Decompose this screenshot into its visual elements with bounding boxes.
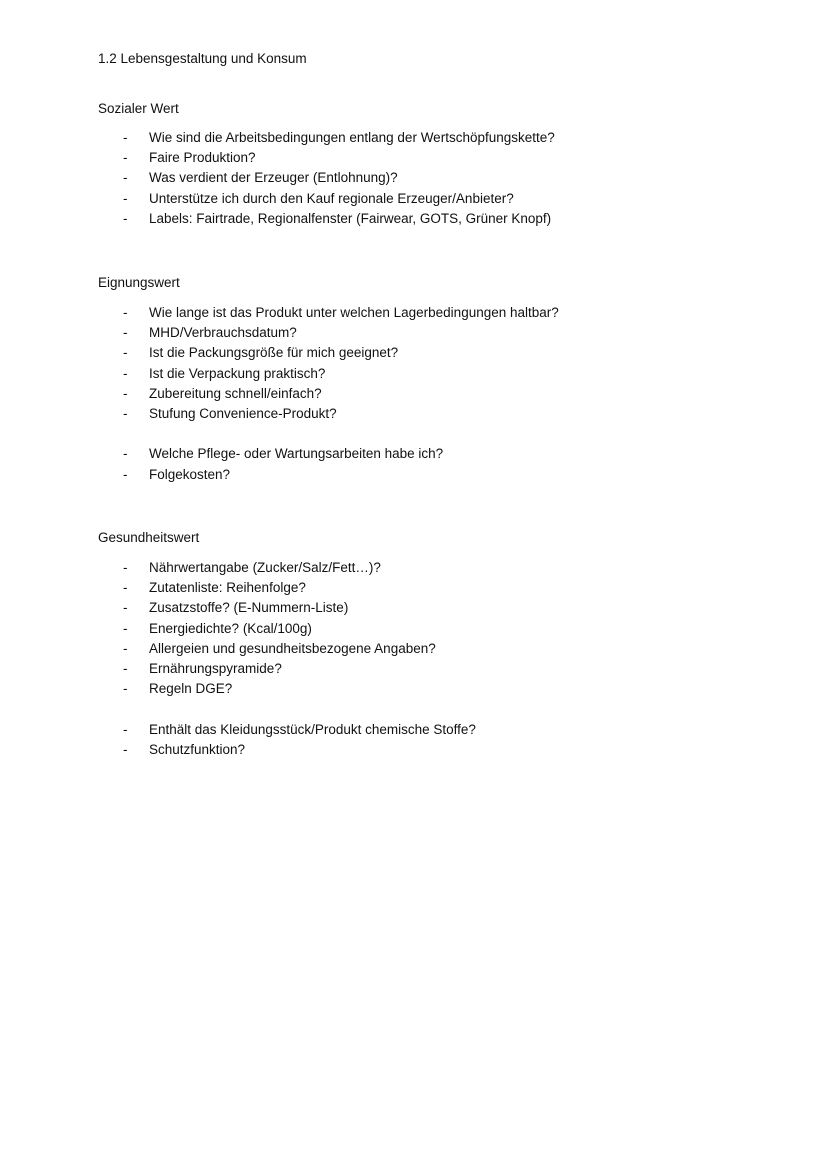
bullet-dash: -	[123, 721, 128, 737]
bullet-dash: -	[123, 170, 128, 186]
bullet-dash: -	[123, 560, 128, 575]
bullet-dash: -	[123, 345, 128, 361]
list-item-text: Wie lange ist das Produkt unter welchen Lagerbedingungen haltbar?	[149, 305, 559, 320]
bullet-dash: -	[123, 600, 128, 616]
bullet-dash: -	[123, 660, 128, 676]
document-title: 1.2 Lebensgestaltung und Konsum	[98, 51, 307, 66]
bullet-dash: -	[123, 741, 128, 757]
list-item-text: Enthält das Kleidungsstück/Produkt chemische Stoffe?	[149, 721, 476, 737]
list-item-text: Folgekosten?	[149, 466, 231, 482]
list-item-text: Zubereitung schnell/einfach?	[149, 385, 322, 401]
list-item-text: Zutatenliste: Reihenfolge?	[149, 580, 306, 596]
list-item-text: Schutzfunktion?	[149, 741, 246, 757]
list-item-text: Ernährungspyramide?	[149, 660, 282, 676]
bullet-dash: -	[123, 640, 128, 656]
list-item-text: Energiedichte? (Kcal/100g)	[149, 620, 312, 636]
list-item-text: Ist die Packungsgröße für mich geeignet?	[149, 345, 399, 361]
bullet-dash: -	[123, 580, 128, 596]
bullet-dash: -	[123, 150, 128, 166]
section-heading-gesundheitswert: Gesundheitswert	[98, 530, 200, 545]
list-item-text: MHD/Verbrauchsdatum?	[149, 325, 297, 341]
section-heading-sozialer-wert: Sozialer Wert	[98, 101, 179, 116]
bullet-dash: -	[123, 681, 128, 697]
bullet-dash: -	[123, 305, 128, 320]
list-item-text: Stufung Convenience-Produkt?	[149, 405, 337, 421]
list-item-text: Zusatzstoffe? (E-Nummern-Liste)	[149, 600, 349, 616]
bullet-dash: -	[123, 325, 128, 341]
list-item-text: Regeln DGE?	[149, 681, 233, 697]
list-item-text: Nährwertangabe (Zucker/Salz/Fett…)?	[149, 560, 381, 575]
section-heading-eignungswert: Eignungswert	[98, 275, 180, 290]
list-item-text: Welche Pflege- oder Wartungsarbeiten habe ich?	[149, 446, 444, 462]
bullet-dash: -	[123, 130, 128, 145]
bullet-dash: -	[123, 210, 128, 226]
list-item-text: Faire Produktion?	[149, 150, 256, 166]
list-item-text: Allergeien und gesundheitsbezogene Angaben?	[149, 640, 436, 656]
list-item-text: Labels: Fairtrade, Regionalfenster (Fairwear, GOTS, Grüner Knopf)	[149, 210, 552, 226]
list-item-text: Wie sind die Arbeitsbedingungen entlang der Wertschöpfungskette?	[149, 130, 555, 145]
bullet-dash: -	[123, 446, 128, 462]
list-item-text: Unterstütze ich durch den Kauf regionale Erzeuger/Anbieter?	[149, 190, 514, 206]
list-item-text: Ist die Verpackung praktisch?	[149, 365, 326, 381]
bullet-dash: -	[123, 466, 128, 482]
bullet-dash: -	[123, 365, 128, 381]
bullet-dash: -	[123, 190, 128, 206]
bullet-dash: -	[123, 405, 128, 421]
list-item-text: Was verdient der Erzeuger (Entlohnung)?	[149, 170, 398, 186]
bullet-dash: -	[123, 620, 128, 636]
bullet-dash: -	[123, 385, 128, 401]
